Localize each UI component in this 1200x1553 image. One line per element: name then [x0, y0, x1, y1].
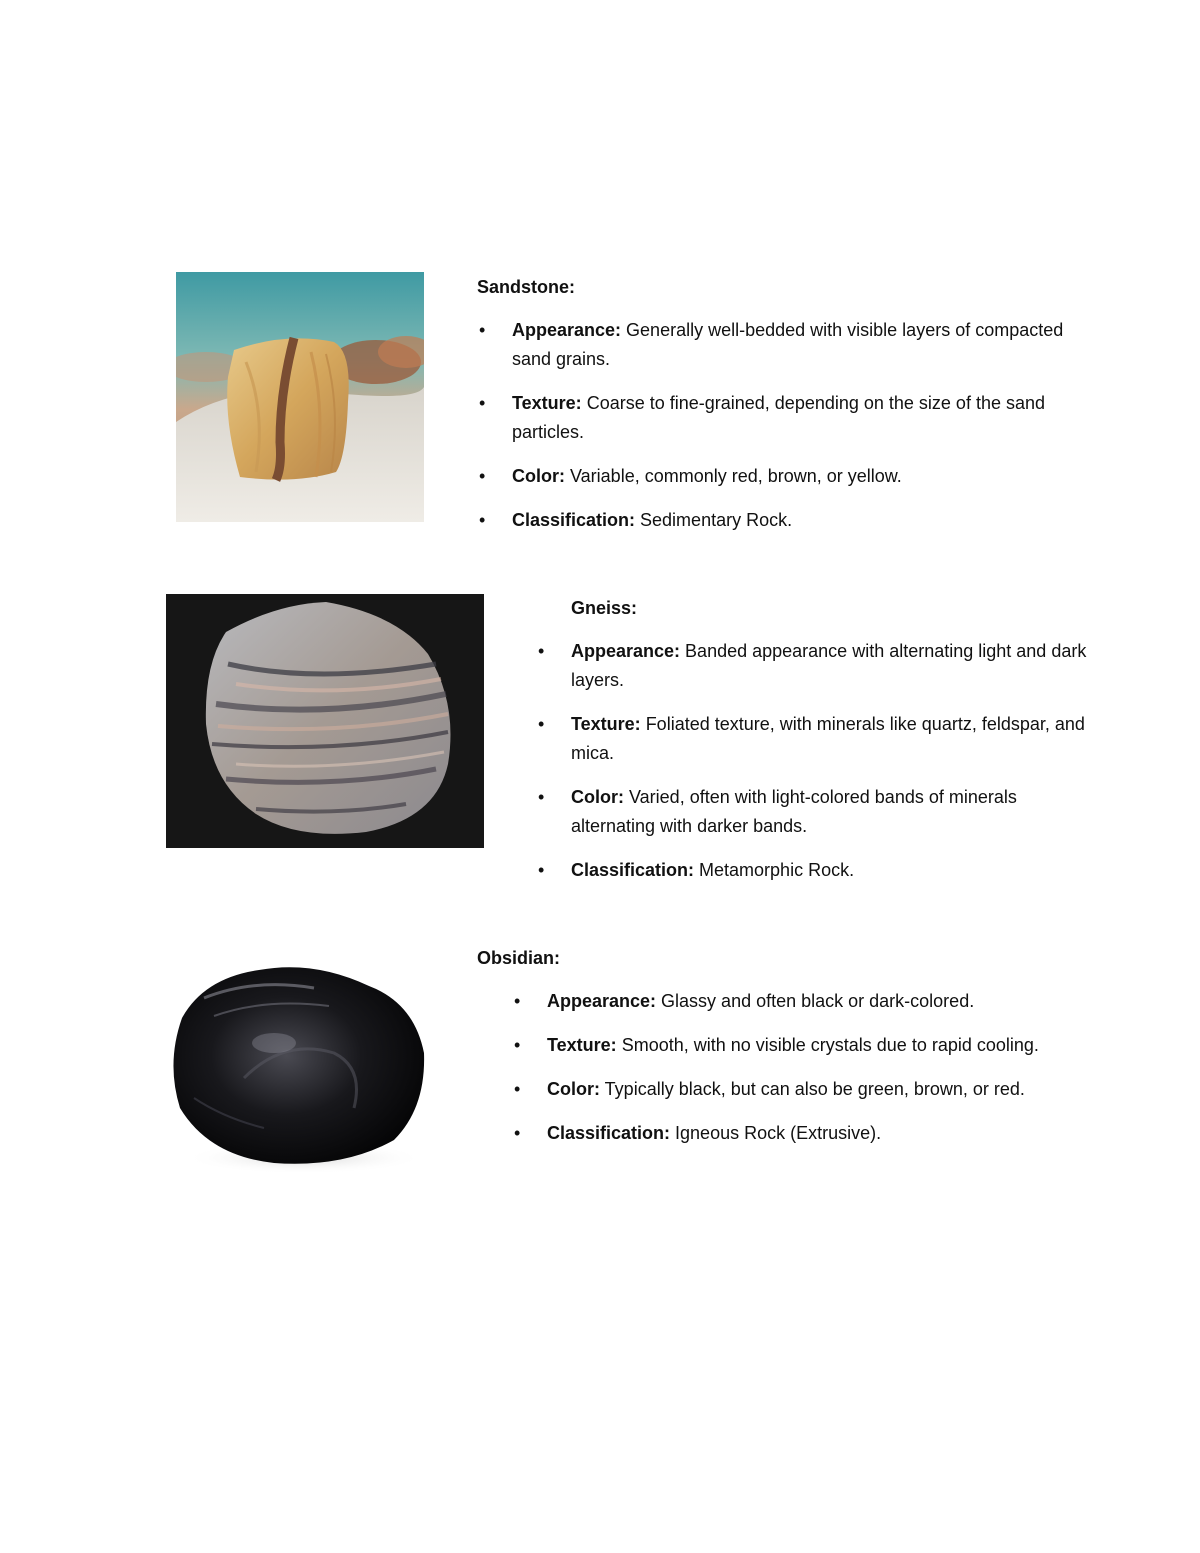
- property-text: Generally well-bedded with visible layers of compacted sand grains.: [512, 320, 1064, 369]
- bullet-icon: •: [538, 714, 545, 734]
- property-text: Sedimentary Rock.: [635, 510, 793, 530]
- property-text: Glassy and often black or dark-colored.: [656, 991, 975, 1011]
- property-text: Variable, commonly red, brown, or yellow.: [565, 466, 902, 486]
- obsidian-entry: [477, 944, 1077, 1163]
- obsidian-photo: [164, 958, 430, 1180]
- list-item: [512, 1075, 1077, 1104]
- list-item: [512, 1031, 1077, 1060]
- property-text: Varied, often with light-colored bands of minerals alternating with darker bands.: [571, 787, 1017, 836]
- obsidian-property-list: [477, 987, 1077, 1148]
- property-text: Metamorphic Rock.: [694, 860, 855, 880]
- property-text: Typically black, but can also be green, brown, or red.: [600, 1079, 1025, 1099]
- property-label: Appearance:: [547, 991, 657, 1011]
- property-label: Color:: [571, 787, 624, 807]
- property-label: Texture:: [547, 1035, 617, 1055]
- list-item: [477, 506, 1077, 535]
- list-item: [536, 856, 1096, 885]
- sandstone-photo: [176, 272, 424, 522]
- bullet-icon: •: [479, 320, 486, 340]
- property-label: Appearance:: [571, 641, 681, 661]
- sandstone-property-list: [477, 316, 1077, 535]
- bullet-icon: •: [538, 787, 545, 807]
- obsidian-title: Obsidian:: [477, 948, 561, 968]
- property-label: Appearance:: [512, 320, 622, 340]
- list-item: [477, 389, 1077, 447]
- bullet-icon: •: [514, 1079, 521, 1099]
- property-text: Igneous Rock (Extrusive).: [670, 1123, 882, 1143]
- bullet-icon: •: [479, 510, 486, 530]
- gneiss-photo: [166, 594, 484, 848]
- property-label: Color:: [547, 1079, 600, 1099]
- property-label: Classification:: [512, 510, 636, 530]
- list-item: [477, 316, 1077, 374]
- bullet-icon: •: [538, 860, 545, 880]
- bullet-icon: •: [479, 466, 486, 486]
- property-text: Smooth, with no visible crystals due to rapid cooling.: [616, 1035, 1039, 1055]
- property-label: Color:: [512, 466, 565, 486]
- property-label: Texture:: [512, 393, 582, 413]
- bullet-icon: •: [479, 393, 486, 413]
- bullet-icon: •: [538, 641, 545, 661]
- sandstone-entry: [477, 273, 1077, 550]
- property-label: Texture:: [571, 714, 641, 734]
- sandstone-title: Sandstone:: [477, 277, 576, 297]
- list-item: [512, 987, 1077, 1016]
- property-text: Coarse to fine-grained, depending on the size of the sand particles.: [512, 393, 1046, 442]
- gneiss-title: Gneiss:: [571, 598, 638, 618]
- list-item: [512, 1119, 1077, 1148]
- bullet-icon: •: [514, 1123, 521, 1143]
- bullet-icon: •: [514, 991, 521, 1011]
- list-item: [536, 637, 1096, 695]
- bullet-icon: •: [514, 1035, 521, 1055]
- list-item: [536, 710, 1096, 768]
- gneiss-property-list: [536, 637, 1096, 885]
- property-text: Foliated texture, with minerals like quartz, feldspar, and mica.: [571, 714, 1085, 763]
- list-item: [477, 462, 1077, 491]
- gneiss-entry: [536, 594, 1096, 900]
- list-item: [536, 783, 1096, 841]
- property-text: Banded appearance with alternating light and dark layers.: [571, 641, 1087, 690]
- property-label: Classification:: [571, 860, 695, 880]
- property-label: Classification:: [547, 1123, 671, 1143]
